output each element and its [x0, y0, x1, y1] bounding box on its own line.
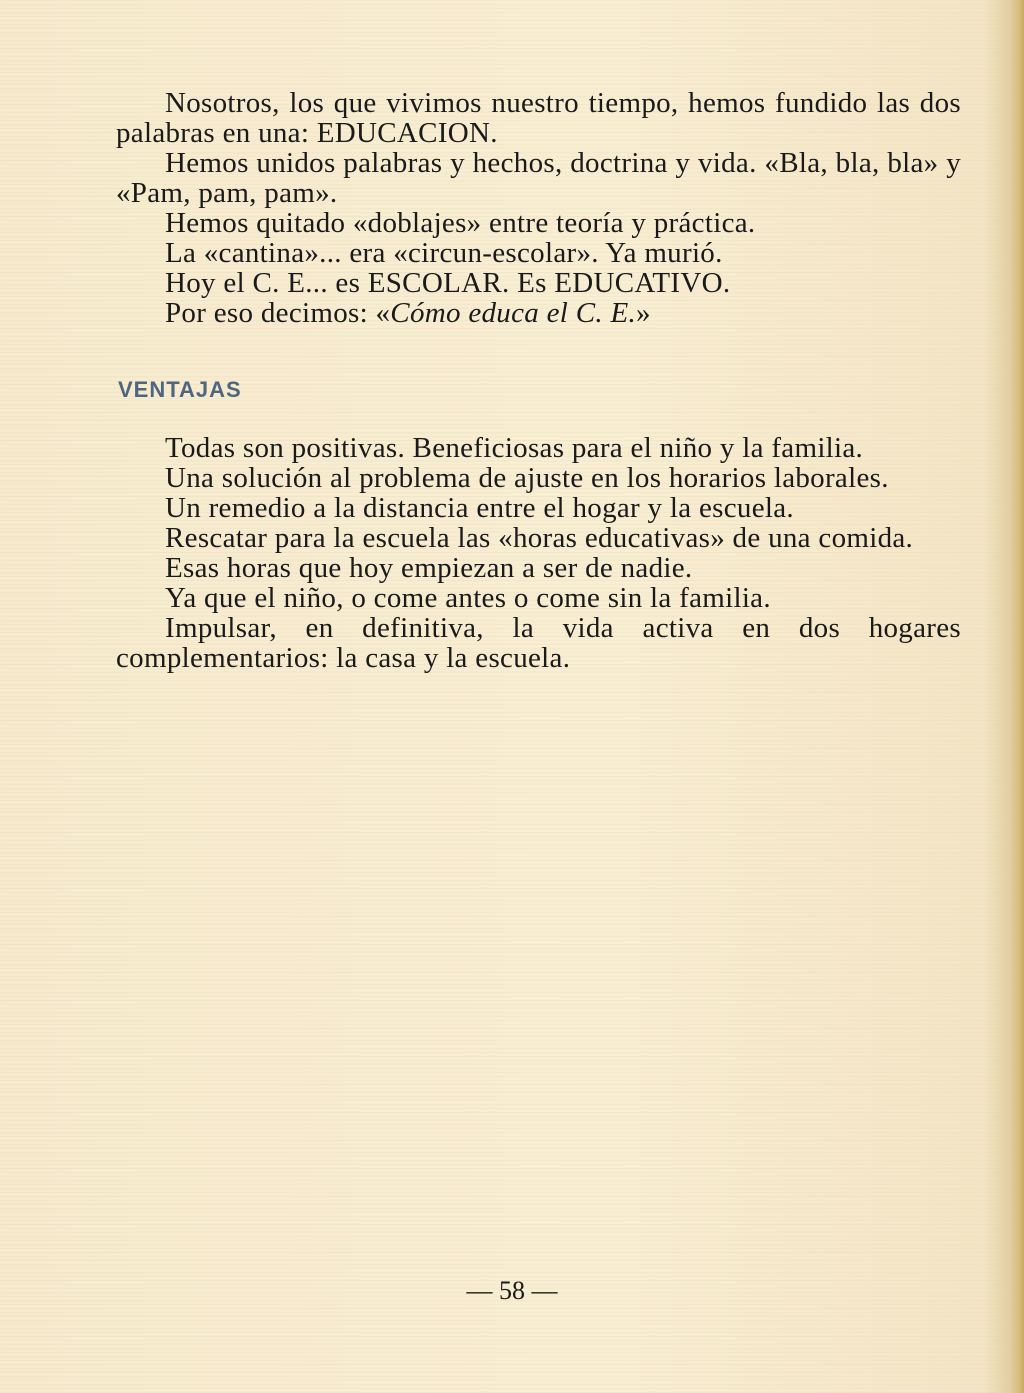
list-item: Esas horas que hoy empiezan a ser de nadie. — [165, 552, 693, 584]
intro-section — [116, 88, 961, 328]
paragraph: Hemos quitado «doblajes» entre teoría y práctica. — [165, 207, 756, 239]
paragraph: La «cantina»... era «circun-escolar». Ya murió. — [165, 237, 723, 269]
ventajas-section — [116, 433, 961, 673]
list-item: Impulsar, en definitiva, la vida activa en dos hogares complementarios: la casa y la escuela. — [116, 612, 961, 674]
italic-phrase: Cómo educa el C. E. — [390, 297, 637, 329]
paragraph: Hoy el C. E... es ESCOLAR. Es EDUCATIVO. — [165, 267, 731, 299]
list-item: Todas son positivas. Beneficiosas para el niño y la familia. — [165, 432, 864, 464]
list-item: Rescatar para la escuela las «horas educativas» de una comida. — [165, 522, 914, 554]
list-item: Un remedio a la distancia entre el hogar y la escuela. — [165, 492, 794, 524]
paragraph: Hemos unidos palabras y hechos, doctrina y vida. «Bla, bla, bla» y «Pam, pam, pam». — [116, 147, 961, 209]
section-heading: VENTAJAS — [118, 377, 242, 402]
page-number: — 58 — — [466, 1276, 558, 1305]
paragraph: Nosotros, los que vivimos nuestro tiempo, hemos fundido las dos palabras en una: EDUCACION. — [116, 87, 961, 149]
quote-open: Por eso decimos: « — [165, 297, 391, 329]
paragraph — [116, 298, 961, 328]
list-item: Ya que el niño, o come antes o come sin la familia. — [165, 582, 771, 614]
list-item: Una solución al problema de ajuste en los horarios laborales. — [165, 462, 889, 494]
quote-close: » — [636, 297, 651, 329]
page-edge — [1010, 0, 1024, 1393]
